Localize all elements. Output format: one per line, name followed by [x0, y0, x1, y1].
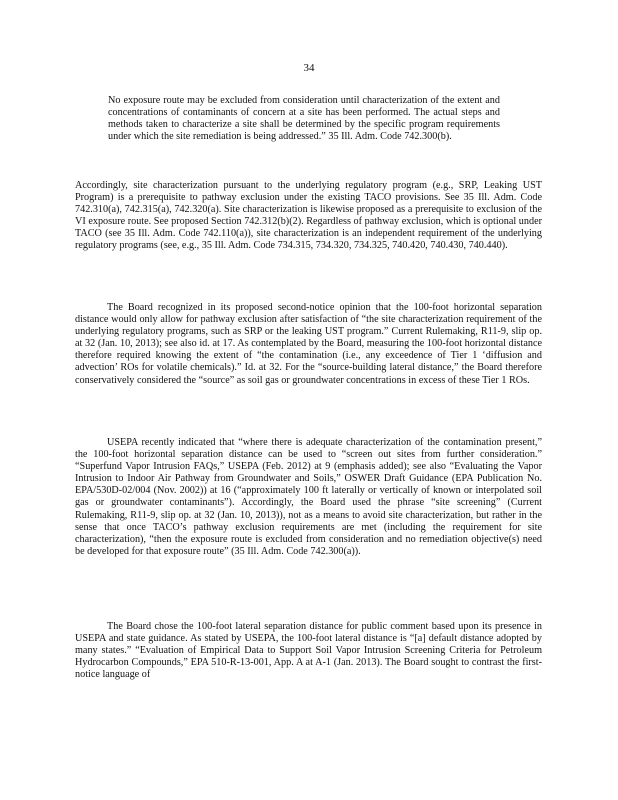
- paragraph-usepa-indicated: USEPA recently indicated that “where there is adequate characterization of the contamination present,” the 100-foot horizontal separation distance can be used to “screen out sites from further consideration.” “Superfund Vapor Intrusion FAQs,” USEPA (Feb. 2012) at 9 (emphasis added); see also “Evaluating the Vapor Intrusion to Indoor Air Pathway from Groundwater and Soils,” OSWER Draft Guidance (EPA Publication No. EPA/530D-02/004 (Nov. 2002)) at 16 (“approximately 100 ft laterally or vertically of known or interpolated soil gas or groundwater contaminants”). Accordingly, the Board used the phrase “site screening” (Current Rulemaking, R11-9, slip op. at 32 (Jan. 10, 2013)), not as a means to avoid site characterization, but rather in the sense that once TACO’s pathway exclusion requirements are met (including the requirement for site characterization), “then the exposure route is excluded from consideration and no remediation objective(s) need be developed for that exposure route” (35 Ill. Adm. Code 742.300(a)).: [75, 437, 542, 557]
- paragraph-site-characterization: Accordingly, site characterization pursuant to the underlying regulatory program (e.g., SRP, Leaking UST Program) is a prerequisite to pathway exclusion under the existing TACO provisions. See 35 Ill. Adm. Code 742.310(a), 742.315(a), 742.320(a). Site characterization is likewise proposed as a prerequisite to exclusion of the VI exposure route. See proposed Section 742.312(b)(2). Regardless of pathway exclusion, which is optional under TACO (see 35 Ill. Adm. Code 742.110(a)), site characterization is an independent requirement of the underlying regulatory programs (see, e.g., 35 Ill. Adm. Code 734.315, 734.320, 734.325, 740.420, 740.430, 740.440).: [75, 180, 542, 252]
- paragraph-board-chose: The Board chose the 100-foot lateral separation distance for public comment based upon its presence in USEPA and state guidance. As stated by USEPA, the 100-foot lateral distance is “[a] default distance adopted by many states.” “Evaluation of Empirical Data to Support Soil Vapor Intrusion Screening Criteria for Petroleum Hydrocarbon Compounds,” EPA 510-R-13-001, App. A at A-1 (Jan. 2013). The Board sought to contrast the first-notice language of: [75, 621, 542, 681]
- paragraph-board-recognized: The Board recognized in its proposed second-notice opinion that the 100-foot horizontal separation distance would only allow for pathway exclusion after satisfaction of “the site characterization requirement of the underlying regulatory programs, such as SRP or the leaking UST program.” Current Rulemaking, R11-9, slip op. at 32 (Jan. 10, 2013); see also id. at 17. As contemplated by the Board, measuring the 100-foot horizontal distance therefore required knowing the extent of “the contamination (i.e., any exceedence of Tier 1 ‘diffusion and advection’ ROs for volatile chemicals).” Id. at 32. For the “source-building lateral distance,” the Board therefore conservatively considered the “source” as soil gas or groundwater concentrations in excess of these Tier 1 ROs.: [75, 302, 542, 386]
- block-quote: No exposure route may be excluded from consideration until characterization of the extent and concentrations of contaminants of concern at a site has been performed. The actual steps and methods taken to characterize a site shall be determined by the specific program requirements under which the site remediation is being addressed.” 35 Ill. Adm. Code 742.300(b).: [108, 95, 500, 143]
- page-number: 34: [303, 62, 315, 74]
